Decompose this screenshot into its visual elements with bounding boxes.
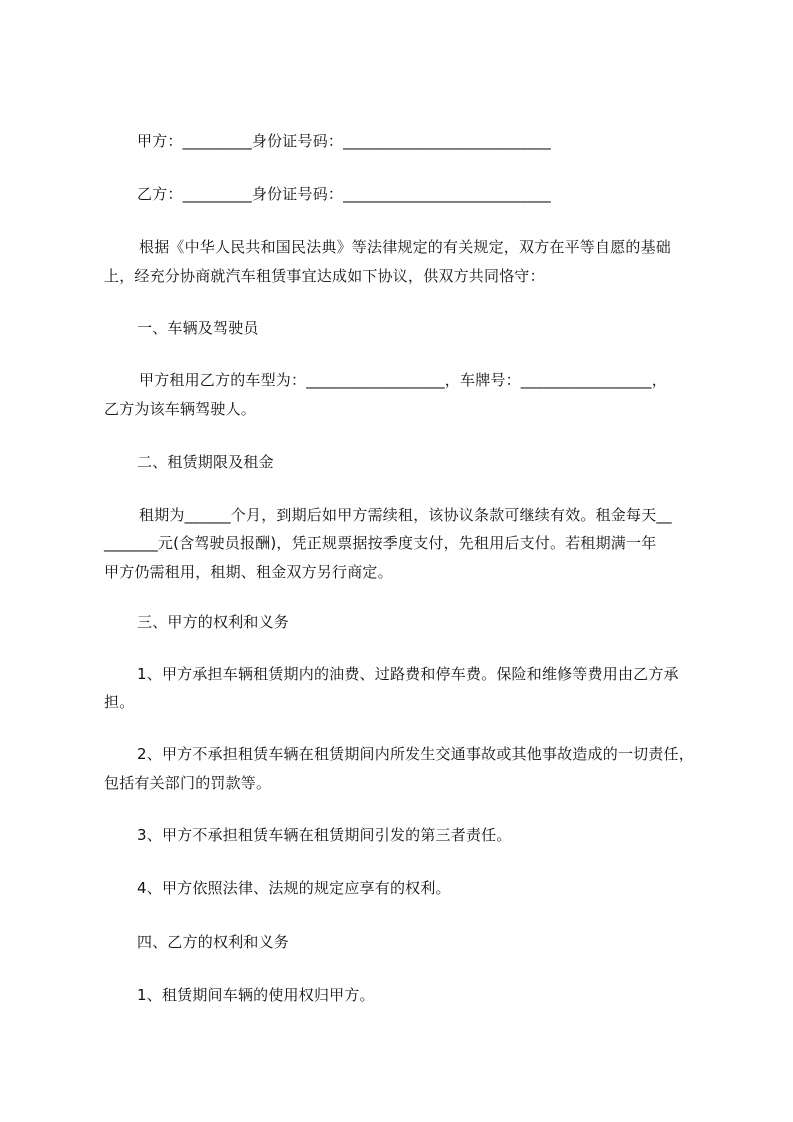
section-1-line-1: 甲方租用乙方的车型为：__________________，车牌号：_________________， [139, 371, 667, 389]
section-3-item-2-line-2: 包括有关部门的罚款等。 [104, 774, 272, 792]
section-2-line-3: 甲方仍需租用，租期、租金双方另行商定。 [104, 563, 393, 581]
section-3-item-1-line-2: 担。 [104, 693, 135, 711]
section-2-heading: 二、租赁期限及租金 [137, 453, 274, 471]
section-3-item-3: 3、甲方不承担租赁车辆在租赁期间引发的第三者责任。 [137, 826, 512, 844]
section-4-item-1: 1、租赁期间车辆的使用权归甲方。 [137, 986, 375, 1004]
section-1-heading: 一、车辆及驾驶员 [137, 319, 259, 337]
section-1-line-2: 乙方为该车辆驾驶人。 [104, 400, 257, 418]
section-2-line-2: _______元(含驾驶员报酬)，凭正规票据按季度支付，先租用后支付。若租期满一年 [104, 534, 657, 552]
intro-line-2: 上，经充分协商就汽车租赁事宜达成如下协议，供双方共同恪守： [104, 267, 545, 285]
party-b-line: 乙方：_________身份证号码：___________________________ [137, 185, 552, 203]
section-3-item-2-line-1: 2、甲方不承担租赁车辆在租赁期间内所发生交通事故或其他事故造成的一切责任， [137, 745, 694, 763]
section-3-heading: 三、甲方的权利和义务 [137, 613, 290, 631]
section-3-item-1-line-1: 1、甲方承担车辆租赁期内的油费、过路费和停车费。保险和维修等费用由乙方承 [137, 665, 679, 683]
party-a-line: 甲方：_________身份证号码：___________________________ [137, 132, 552, 150]
section-4-heading: 四、乙方的权利和义务 [137, 933, 290, 951]
section-2-line-1: 租期为______个月，到期后如甲方需续租，该协议条款可继续有效。租金每天__ [139, 506, 672, 524]
section-3-item-4: 4、甲方依照法律、法规的规定应享有的权利。 [137, 879, 451, 897]
intro-line-1: 根据《中华人民共和国民法典》等法律规定的有关规定，双方在平等自愿的基础 [139, 238, 672, 256]
